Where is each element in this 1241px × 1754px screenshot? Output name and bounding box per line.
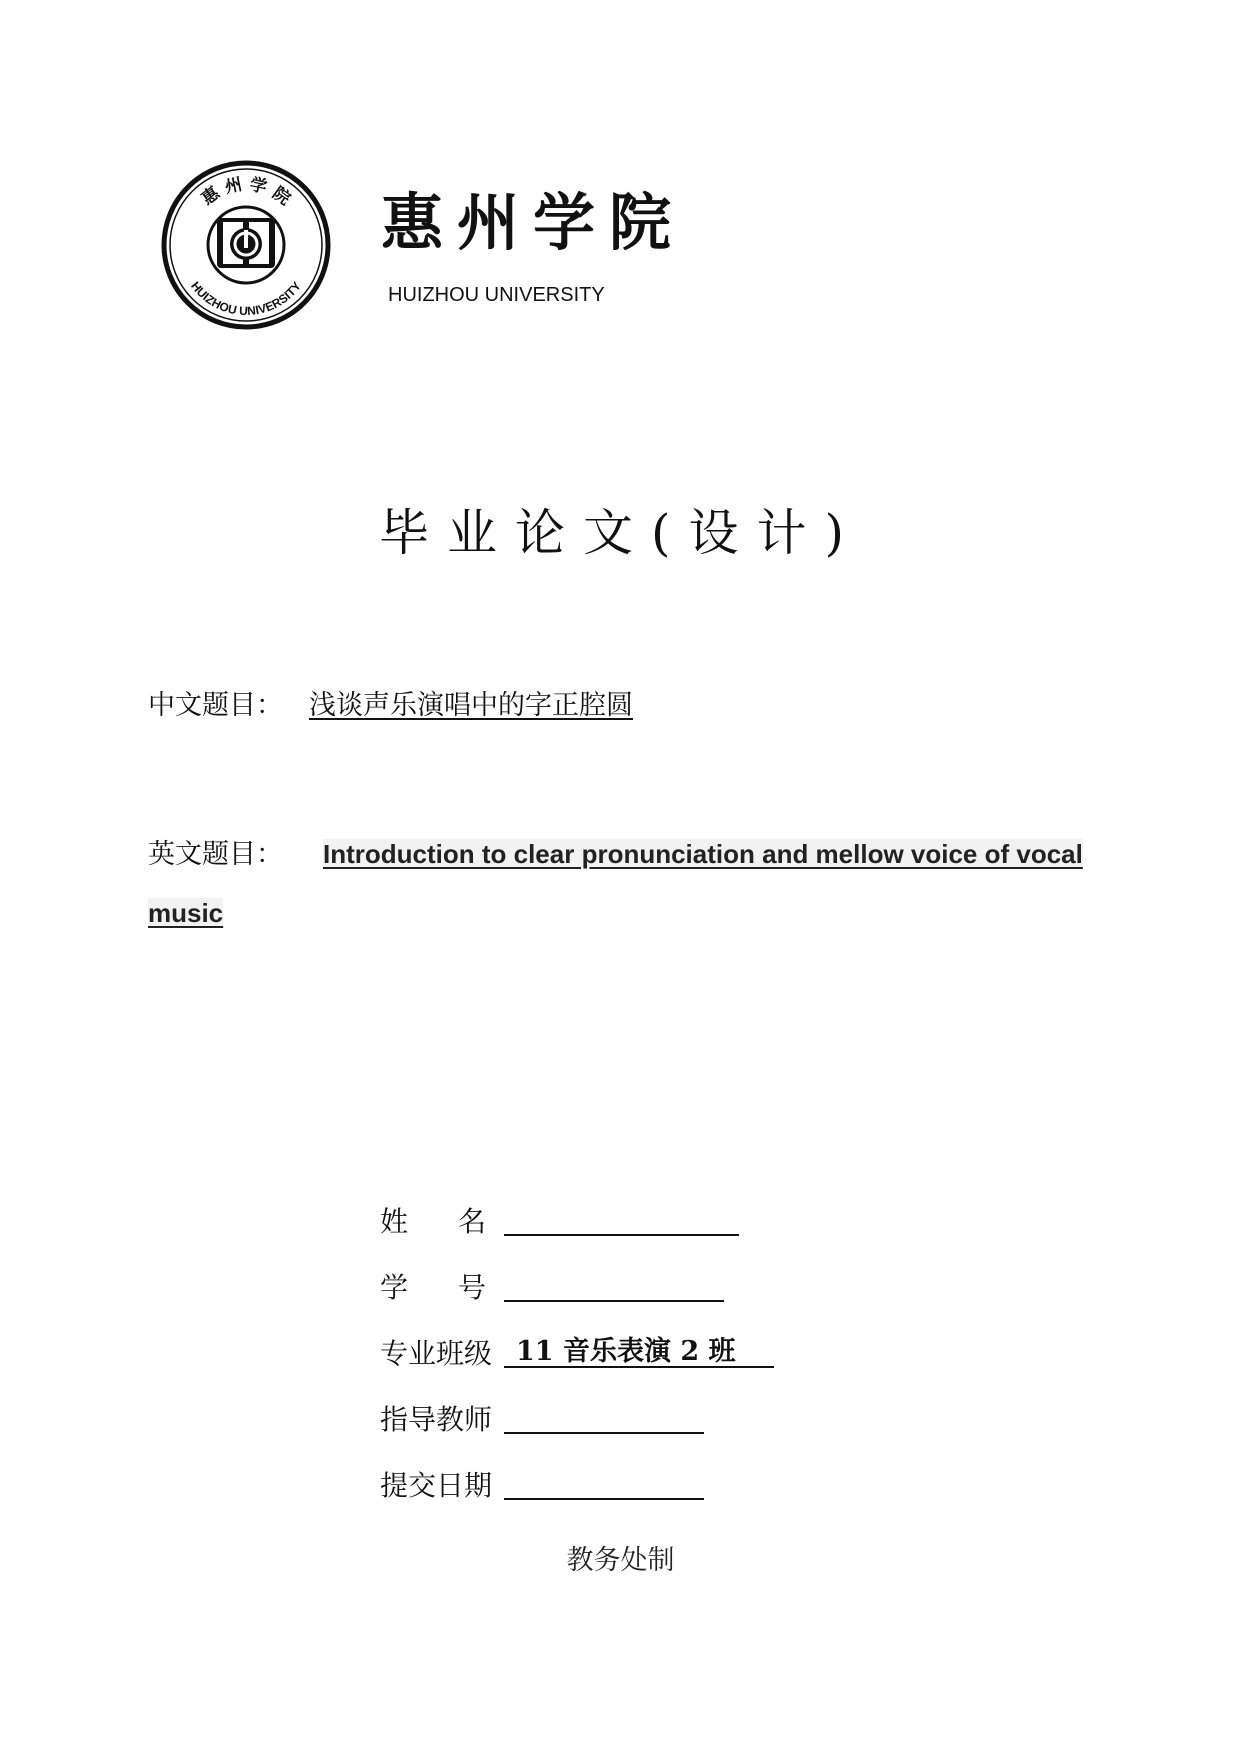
university-name-en: HUIZHOU UNIVERSITY [388,284,605,306]
university-name: 惠州学院 [381,186,686,259]
info-row-student-id [380,1236,880,1302]
chinese-topic-row [148,692,633,719]
info-label-name: 姓名 [380,1205,537,1238]
university-seal-logo [161,160,331,330]
student-info-block [380,1170,880,1500]
info-value-submit-date [504,1470,704,1500]
info-value-student-id [504,1272,724,1302]
issuer-footer: 教务处制 [566,1545,675,1576]
svg-text:HUIZHOU UNIVERSITY: HUIZHOU UNIVERSITY [188,279,304,319]
info-label-submit-date: 提交日期 [380,1469,493,1502]
chinese-topic-label: 中文题目： [148,690,283,721]
info-label-advisor: 指导教师 [380,1403,493,1436]
info-row-major-class [380,1302,880,1368]
info-value-advisor [504,1404,704,1434]
info-row-submit-date [380,1434,880,1500]
info-label-student-id: 学号 [380,1271,537,1304]
info-value-major-class: 11 音乐表演 2 班 [504,1338,774,1368]
english-topic-label: 英文题目： [148,839,283,870]
info-label-major-class: 专业班级 [380,1337,493,1370]
info-value-name [504,1206,739,1236]
chinese-topic-value: 浅谈声乐演唱中的字正腔圆 [309,690,633,721]
info-row-name [380,1170,880,1236]
document-header [161,160,721,340]
info-row-advisor [380,1368,880,1434]
svg-text:惠 州 学 院: 惠 州 学 院 [198,174,294,210]
english-topic-value: Introduction to clear pronunciation and mellow voice of vocal music [148,839,1083,928]
document-title: 毕业论文(设计) [378,504,862,562]
english-topic-row [148,825,1093,943]
